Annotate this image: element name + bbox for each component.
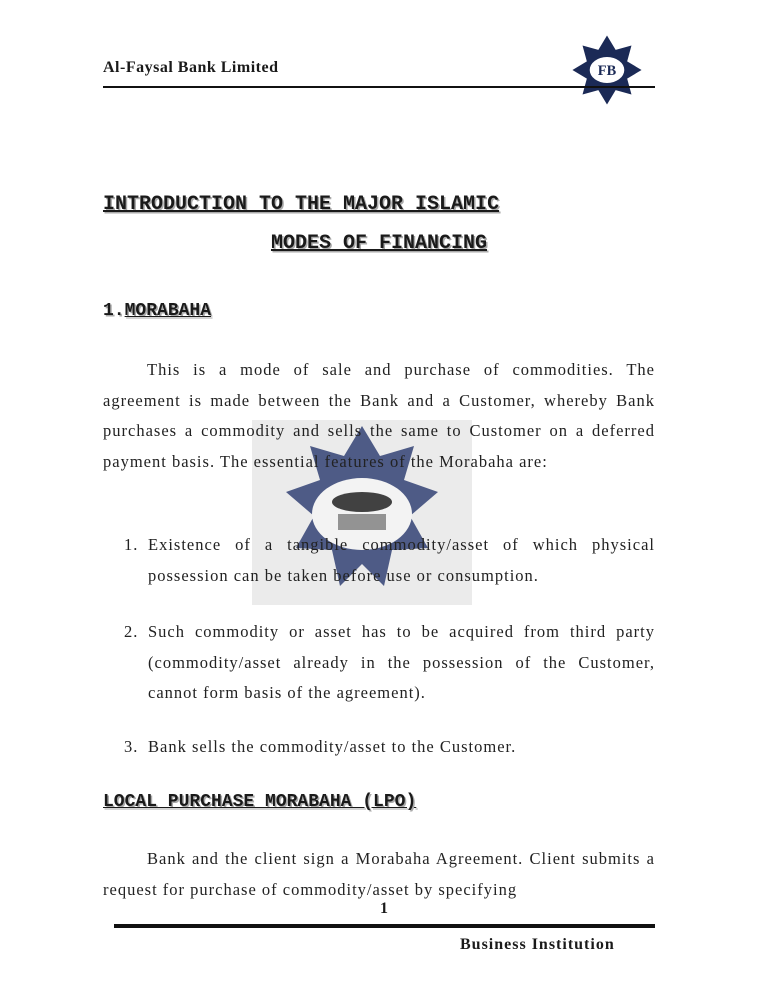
list-item	[124, 732, 655, 763]
footer-institution: Business Institution	[460, 936, 615, 953]
header-bank-name: Al-Faysal Bank Limited	[103, 59, 279, 76]
main-heading-line1: INTRODUCTION TO THE MAJOR ISLAMIC	[103, 193, 500, 216]
page-number: 1	[380, 900, 388, 917]
list-item-text: Existence of a tangible commodity/asset of which physical possession can be taken before use or consumption.	[148, 535, 655, 585]
section1-paragraph: This is a mode of sale and purchase of commodities. The agreement is made between the Bank and a Customer, whereby Bank purchases a commodity and sells the same to Customer on a deferred payment basis. The essential features of the Morabaha are:	[103, 360, 655, 471]
logo-text: FB	[597, 63, 617, 80]
section2-paragraph: Bank and the client sign a Morabaha Agreement. Client submits a request for purchase of commodity/asset by specifying	[103, 849, 655, 899]
bank-star-emblem-icon	[571, 34, 643, 106]
list-item	[124, 530, 655, 591]
list-item-number: 1.	[124, 535, 139, 554]
list-item-text: Such commodity or asset has to be acquired from third party (commodity/asset already in the possession of the Customer, cannot form basis of the agreement).	[148, 622, 655, 702]
list-item	[124, 617, 655, 709]
list-item-number: 2.	[124, 622, 139, 641]
footer-divider	[114, 924, 655, 928]
section2-title: LOCAL PURCHASE MORABAHA (LPO)	[103, 792, 417, 812]
section1-title: MORABAHA	[124, 301, 212, 321]
list-item-number: 3.	[124, 737, 139, 756]
main-heading-line2: MODES OF FINANCING	[270, 232, 488, 255]
section1-heading	[103, 301, 211, 321]
header-divider	[103, 86, 655, 88]
section1-number: 1.	[103, 301, 125, 321]
list-item-text: Bank sells the commodity/asset to the Customer.	[148, 737, 517, 756]
section2-heading	[103, 792, 416, 812]
